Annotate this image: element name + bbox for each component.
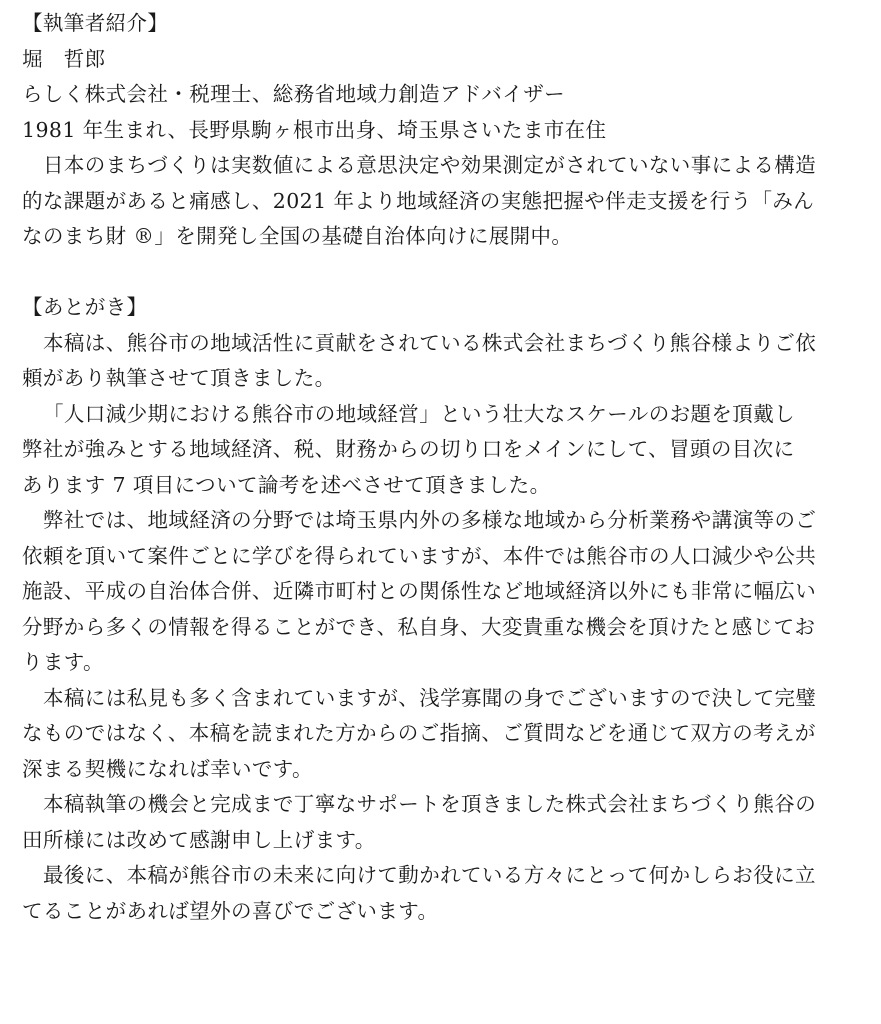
section-spacer xyxy=(22,255,857,291)
afterword-line: 依頼を頂いて案件ごとに学びを得られていますが、本件では熊谷市の人口減少や公共 xyxy=(22,543,817,568)
document-page xyxy=(22,6,857,929)
afterword-line: ります。 xyxy=(22,650,104,674)
author-bio-line: 日本のまちづくりは実数値による意思決定や効果測定がされていない事による構造 xyxy=(43,153,817,177)
afterword-line: 田所様には改めて感謝申し上げます。 xyxy=(22,827,376,852)
afterword-line: 分野から多くの情報を得ることができ、私自身、大変貴重な機会を頂けたと感じてお xyxy=(22,614,816,639)
afterword-line: 最後に、本稿が熊谷市の未来に向けて動かれている方々にとって何かしらお役に立 xyxy=(43,863,816,887)
afterword-line: 深まる契機になれば幸いです。 xyxy=(22,756,313,781)
afterword-line: 弊社では、地域経済の分野では埼玉県内外の多様な地域から分析業務や講演等のご xyxy=(43,508,817,532)
afterword-line: 施設、平成の自治体合併、近隣市町村との関係性など地域経済以外にも非常に幅広い xyxy=(22,579,817,603)
afterword-line: 本稿執筆の機会と完成まで丁寧なサポートを頂きました株式会社まちづくり熊谷の xyxy=(43,792,817,816)
author-bio-line: なのまち財 ®」を開発し全国の基礎自治体向けに展開中。 xyxy=(22,224,573,248)
author-affiliation: らしく株式会社・税理士、総務省地域力創造アドバイザー xyxy=(22,82,565,106)
afterword-line: 本稿には私見も多く含まれていますが、浅学寡聞の身でございますので決して完璧 xyxy=(43,685,817,710)
author-bio-line: 的な課題があると痛感し、2021 年より地域経済の実態把握や伴走支援を行う「みん xyxy=(22,188,815,213)
afterword-line: あります 7 項目について論考を述べさせて頂きました。 xyxy=(22,472,551,497)
afterword-line: てることがあれば望外の喜びでございます。 xyxy=(22,898,439,923)
author-section-heading: 【執筆者紹介】 xyxy=(22,11,169,35)
author-birth: 1981 年生まれ、長野県駒ヶ根市出身、埼玉県さいたま市在住 xyxy=(22,117,607,142)
afterword-line: 本稿は、熊谷市の地域活性に貢献をされている株式会社まちづくり熊谷様よりご依 xyxy=(43,330,817,355)
afterword-line: 弊社が強みとする地域経済、税、財務からの切り口をメインにして、冒頭の目次に xyxy=(22,437,795,461)
author-name: 堀 哲郎 xyxy=(22,46,106,71)
afterword-line: なものではなく、本稿を読まれた方からのご指摘、ご質問などを通じて双方の考えが xyxy=(22,721,816,745)
afterword-line: 頼があり執筆させて頂きました。 xyxy=(22,366,336,390)
afterword-heading: 【あとがき】 xyxy=(22,295,148,319)
afterword-line: 「人口減少期における熊谷市の地域経営」という壮大なスケールのお題を頂戴し xyxy=(43,401,795,426)
